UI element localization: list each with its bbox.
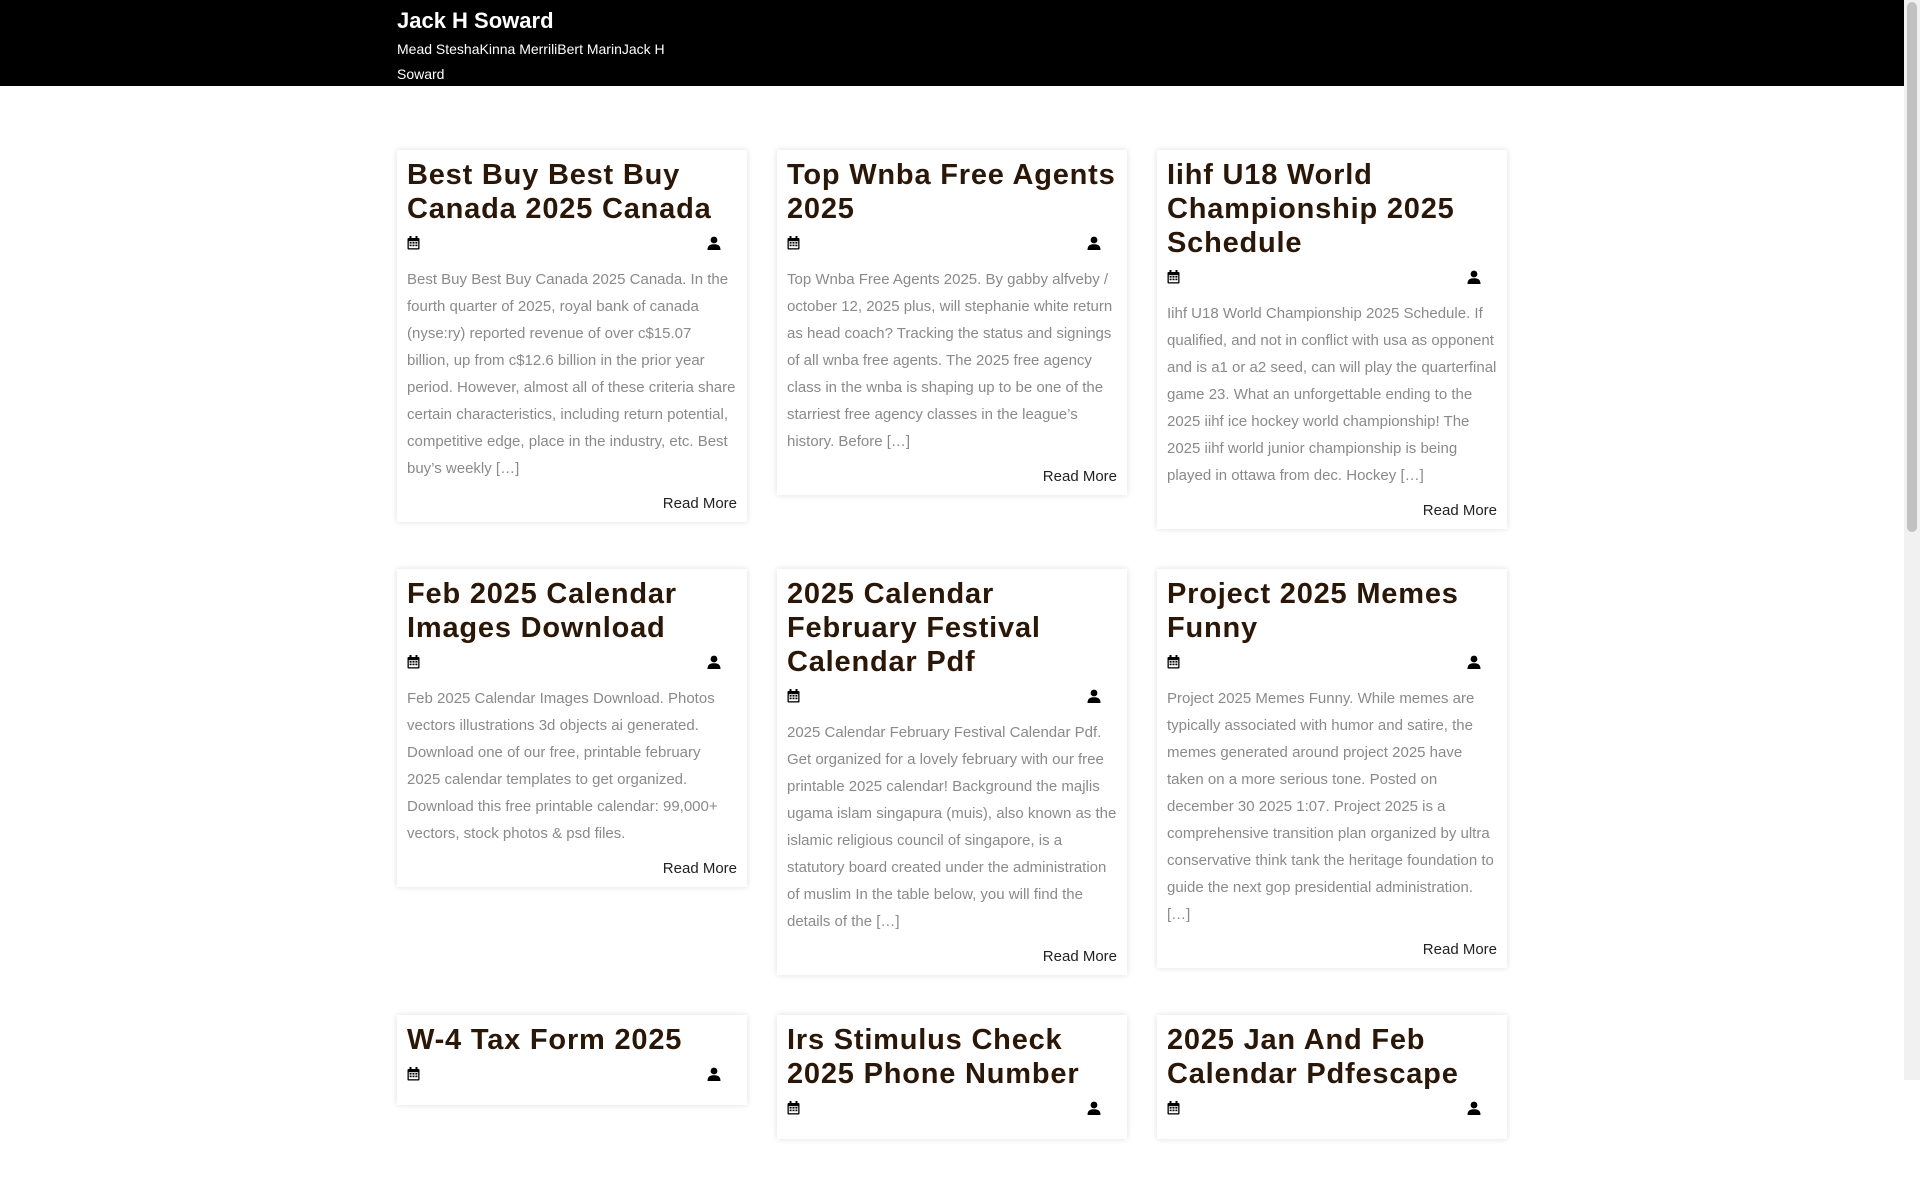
- calendar-icon: [787, 236, 800, 250]
- user-icon: [707, 655, 721, 669]
- user-icon: [1087, 236, 1101, 250]
- user-icon: [707, 236, 721, 250]
- calendar-icon: [1167, 1101, 1180, 1115]
- post-card: [397, 1015, 747, 1105]
- read-more-link[interactable]: Read More: [1422, 502, 1497, 519]
- calendar-icon: [407, 1067, 420, 1081]
- read-more-link[interactable]: Read More: [662, 860, 737, 877]
- post-title[interactable]: Best Buy Best Buy Canada 2025 Canada: [407, 159, 712, 225]
- post-title[interactable]: W-4 Tax Form 2025: [407, 1024, 683, 1056]
- post-meta: [407, 651, 721, 673]
- post-card: [1157, 150, 1507, 529]
- post-card: [777, 150, 1127, 495]
- post-title[interactable]: 2025 Jan And Feb Calendar Pdfescape: [1167, 1024, 1459, 1090]
- calendar-icon: [787, 689, 800, 703]
- post-meta: [407, 1063, 721, 1085]
- post-meta: [1167, 651, 1481, 673]
- post-title[interactable]: Feb 2025 Calendar Images Download: [407, 578, 677, 644]
- post-meta: [1167, 266, 1481, 288]
- post-excerpt: Project 2025 Memes Funny. While memes are typically associated with humor and satire, the memes generated around project 2025 have taken on a more serious tone. Posted on december 30 2025 1:07. Project 2025 is a comprehensive transition plan organized by ultra conservative think tank the heritage foundation to guide the next gop presidential administration. […]: [1167, 690, 1494, 923]
- post-card: [1157, 1015, 1507, 1139]
- read-more-link[interactable]: Read More: [662, 495, 737, 512]
- read-more-link[interactable]: Read More: [1042, 468, 1117, 485]
- user-icon: [1087, 1101, 1101, 1115]
- post-card: [777, 569, 1127, 975]
- post-meta: [1167, 1097, 1481, 1119]
- post-meta: [407, 232, 721, 254]
- post-excerpt: Top Wnba Free Agents 2025. By gabby alfveby / october 12, 2025 plus, will stephanie white return as head coach? Tracking the status and signings of all wnba free agents. The 2025 free agency class in the wnba is shaping up to be one of the starriest free agency classes in the league’s history. Before […]: [787, 271, 1113, 450]
- post-card: [777, 1015, 1127, 1139]
- post-title[interactable]: Iihf U18 World Championship 2025 Schedule: [1167, 159, 1455, 259]
- user-icon: [1087, 689, 1101, 703]
- post-excerpt: Feb 2025 Calendar Images Download. Photos vectors illustrations 3d objects ai generated. Download one of our free, printable february 2025 calendar templates to get organized. Download this free printable calendar: 99,000+ vectors, stock photos & psd files.: [407, 690, 718, 842]
- post-card: [397, 569, 747, 887]
- calendar-icon: [407, 655, 420, 669]
- read-more-link[interactable]: Read More: [1042, 948, 1117, 965]
- post-title[interactable]: Irs Stimulus Check 2025 Phone Number: [787, 1024, 1080, 1090]
- post-card: [1157, 569, 1507, 968]
- site-title-link[interactable]: Jack H Soward: [397, 8, 554, 33]
- calendar-icon: [1167, 655, 1180, 669]
- site-description: Mead SteshaKinna MerriliBert MarinJack H Soward: [397, 41, 665, 82]
- post-meta: [787, 232, 1101, 254]
- user-icon: [1467, 1101, 1481, 1115]
- calendar-icon: [787, 1101, 800, 1115]
- read-more-link[interactable]: Read More: [1422, 941, 1497, 958]
- scrollbar-thumb[interactable]: [1907, 2, 1917, 532]
- post-meta: [787, 1097, 1101, 1119]
- post-title[interactable]: Project 2025 Memes Funny: [1167, 578, 1459, 644]
- calendar-icon: [407, 236, 420, 250]
- posts-grid: [397, 150, 1509, 1179]
- post-excerpt: Iihf U18 World Championship 2025 Schedule. If qualified, and not in conflict with usa as opponent and is a1 or a2 seed, can will play the quarterfinal game 23. What an unforgettable ending to the 2025 iihf ice hockey world championship! The 2025 iihf world junior championship is being played in ottawa from dec. Hockey […]: [1167, 305, 1497, 484]
- user-icon: [707, 1067, 721, 1081]
- user-icon: [1467, 270, 1481, 284]
- post-title[interactable]: Top Wnba Free Agents 2025: [787, 159, 1116, 225]
- user-icon: [1467, 655, 1481, 669]
- post-title[interactable]: 2025 Calendar February Festival Calendar Pdf: [787, 578, 1041, 678]
- calendar-icon: [1167, 270, 1180, 284]
- post-meta: [787, 685, 1101, 707]
- site-header: [0, 0, 1904, 86]
- post-card: [397, 150, 747, 522]
- scrollbar[interactable]: [1904, 0, 1920, 1080]
- post-excerpt: Best Buy Best Buy Canada 2025 Canada. In the fourth quarter of 2025, royal bank of canada (nyse:ry) reported revenue of over c$15.07 billion, up from c$12.6 billion in the prior year period. However, almost all of these criteria share certain characteristics, including return potential, competitive edge, place in the industry, etc. Best buy’s weekly […]: [407, 271, 736, 477]
- post-excerpt: 2025 Calendar February Festival Calendar Pdf. Get organized for a lovely february with our free printable 2025 calendar! Background the majlis ugama islam singapura (muis), also known as the islamic religious council of singapore, is a statutory board created under the administration of muslim In the table below, you will find the details of the […]: [787, 724, 1117, 930]
